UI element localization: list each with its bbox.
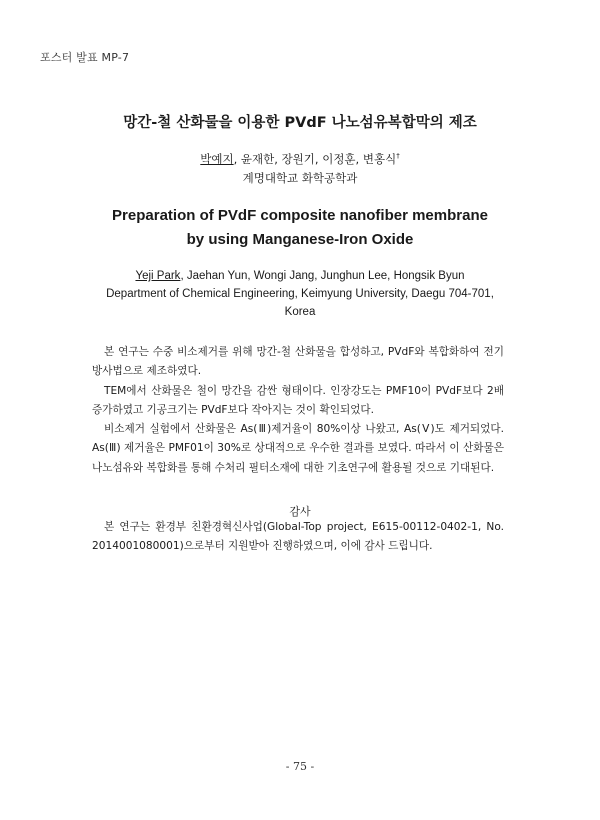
english-author-list — [0, 267, 600, 285]
abstract-paragraph-2: TEM에서 산화물은 철이 망간을 감싼 형태이다. 인장강도는 PMF10이 PVdF보다 2배 증가하였고 기공크기는 PVdF보다 작아지는 것이 확인되었다. — [92, 384, 504, 416]
english-title-line-2: by using Manganese-Iron Oxide — [186, 231, 414, 248]
abstract-paragraph-3: 비소제거 실험에서 산화물은 As(Ⅲ)제거율이 80%이상 나왔고, As(Ⅴ)도 제거되었다. As(Ⅲ) 제거율은 PMF01이 30%로 상대적으로 우수한 결과를 보였다. 따라서 이 산화물은 나노섬유와 복합화를 통해 수처리 필터소재에 대한 기초연구에 활용될 것으로 기대된다. — [92, 423, 504, 474]
english-affiliation-line-1: Department of Chemical Engineering, Keimyung University, Daegu 704-701, — [106, 288, 494, 300]
korean-affiliation: 계명대학교 화학공학과 — [242, 171, 358, 185]
presenting-author-en: Yeji Park — [135, 270, 181, 282]
coauthors-en: , Jaehan Yun, Wongi Jang, Junghun Lee, Hongsik Byun — [180, 270, 465, 282]
korean-title: 망간-철 산화물을 이용한 PVdF 나노섬유복합막의 제조 — [123, 115, 477, 131]
abstract-body — [92, 343, 504, 478]
corresponding-mark: † — [396, 152, 400, 161]
acknowledgement-text: 본 연구는 환경부 친환경혁신사업(Global-Top project, E615-00112-0402-1, No. 2014001080001)으로부터 지원받아 진행하였으며, 이에 감사 드립니다. — [92, 521, 504, 553]
session-code: 포스터 발표 MP-7 — [40, 51, 130, 64]
acknowledgement-heading: 감사 — [289, 505, 311, 518]
english-title — [0, 204, 600, 252]
coauthors-ko: , 윤재한, 장원기, 이정훈, 변홍식 — [233, 152, 397, 166]
abstract-paragraph-1: 본 연구는 수중 비소제거를 위해 망간-철 산화물을 합성하고, PVdF와 복합화하여 전기방사법으로 제조하였다. — [92, 346, 504, 378]
english-title-line-1: Preparation of PVdF composite nanofiber membrane — [112, 207, 488, 224]
page-number: - 75 - — [285, 760, 315, 773]
english-authors — [0, 267, 600, 321]
presenting-author-ko: 박예지 — [200, 152, 234, 166]
korean-authors — [0, 151, 600, 167]
english-affiliation-line-2: Korea — [284, 306, 316, 318]
